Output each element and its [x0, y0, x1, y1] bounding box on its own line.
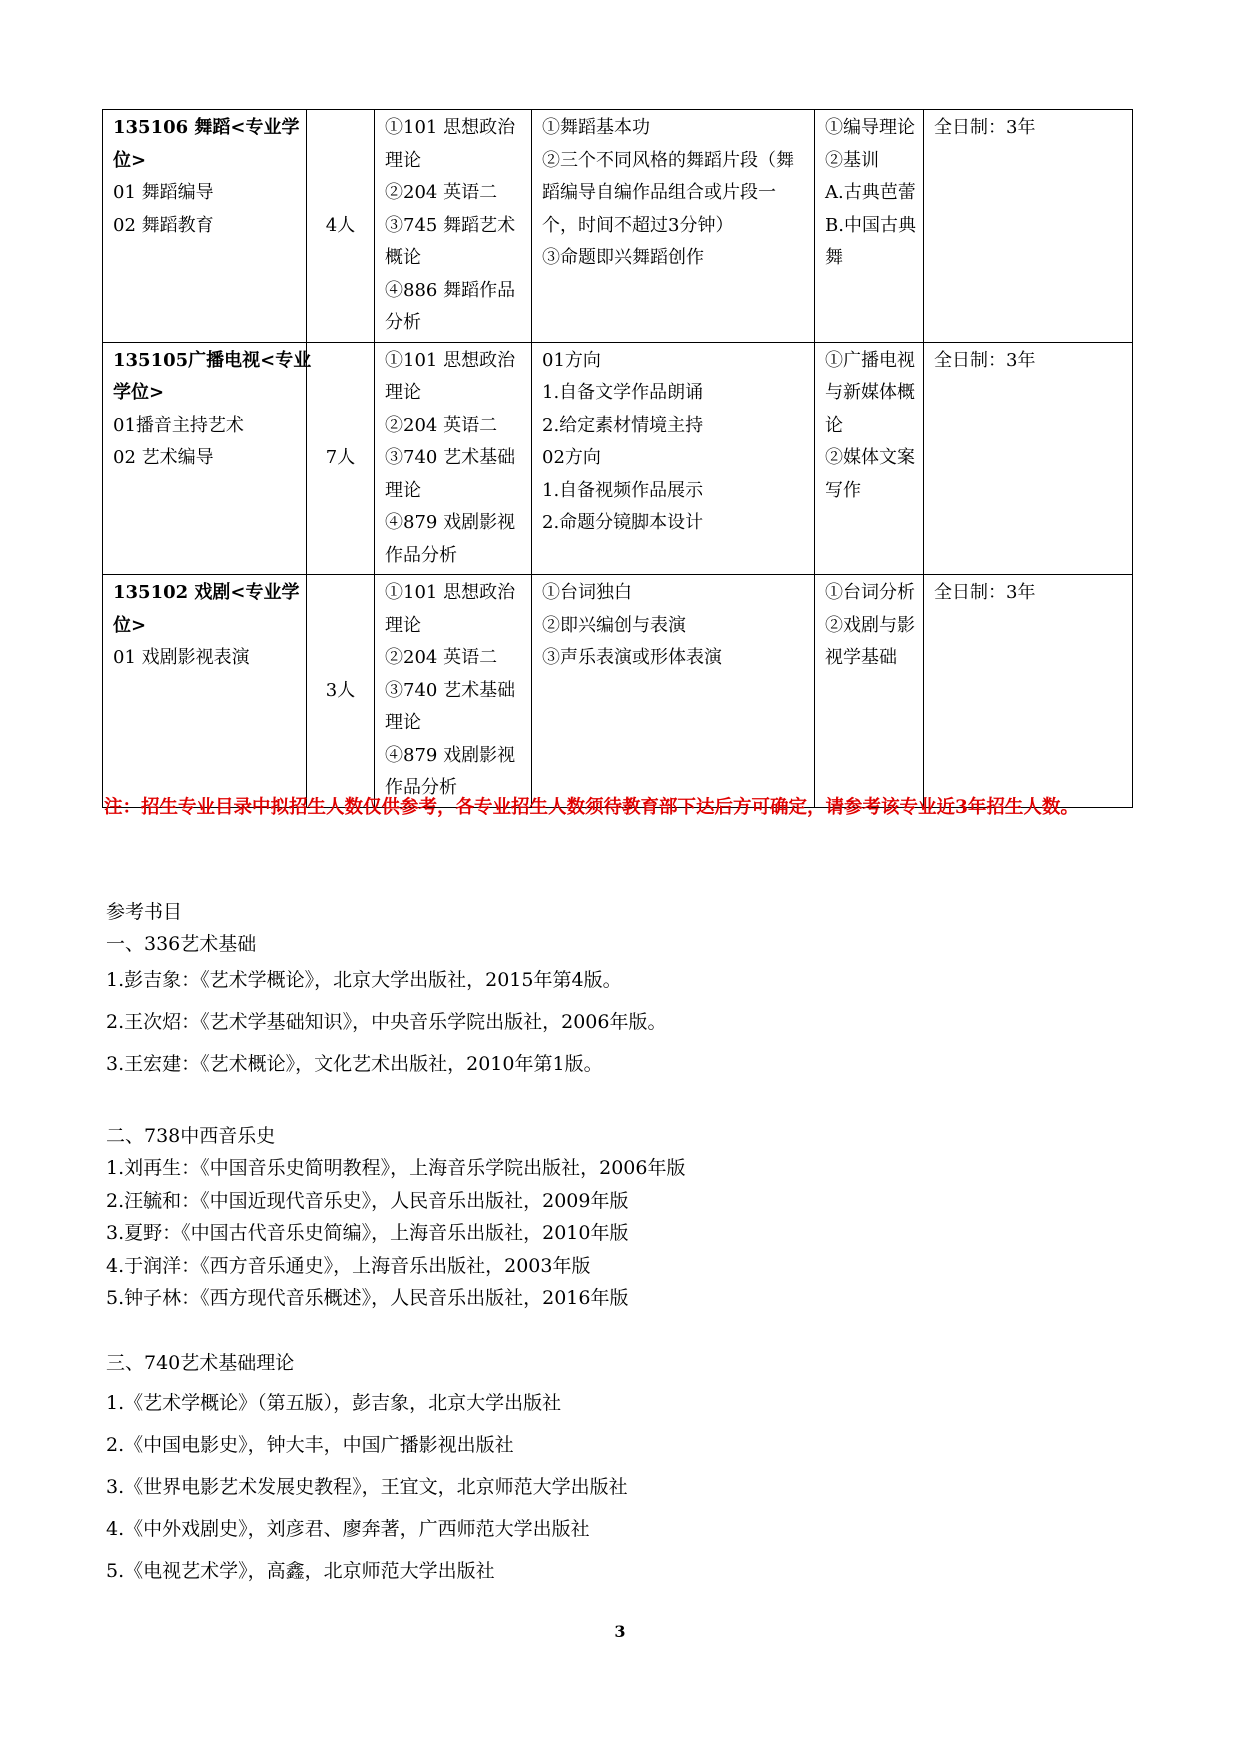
- enrollment-note: 注：招生专业目录中拟招生人数仅供参考，各专业招生人数须待教育部下达后方可确定，请参考该专业近3年招生人数。: [104, 797, 1079, 818]
- exam-subject: 理论: [385, 614, 421, 636]
- enrollment-count: 4人: [307, 110, 375, 343]
- exam-subject: 理论: [385, 712, 421, 733]
- reference-item: 5.钟子林：《西方现代音乐概述》，人民音乐出版社，2016年版: [106, 1287, 629, 1309]
- retest-cell: [532, 575, 815, 808]
- retest-item: 1.自备视频作品展示: [542, 479, 704, 501]
- exam-subject: ④886 舞蹈作品: [385, 279, 516, 301]
- reference-item: 3.《世界电影艺术发展史教程》，王宜文，北京师范大学出版社: [106, 1476, 628, 1498]
- extra-subject: 与新媒体概: [825, 382, 915, 403]
- major-name: 135102 戏剧<专业学: [113, 582, 300, 603]
- major-cell: [103, 575, 307, 808]
- exam-subject: ③745 舞蹈艺术: [385, 214, 516, 236]
- extra-subject: ①台词分析: [825, 582, 915, 603]
- enrollment-count: 3人: [307, 575, 375, 808]
- duration-cell: 全日制：3年: [924, 110, 1133, 343]
- retest-item: 02方向: [542, 447, 601, 468]
- reference-item: 4.于润洋：《西方音乐通史》，上海音乐出版社，2003年版: [106, 1255, 591, 1277]
- reference-item: 2.汪毓和：《中国近现代音乐史》，人民音乐出版社，2009年版: [106, 1190, 629, 1212]
- exam-subjects-cell: [375, 110, 532, 343]
- direction: 01 戏剧影视表演: [113, 647, 250, 668]
- retest-item: 2.命题分镜脚本设计: [542, 512, 704, 533]
- extra-subject: ②戏剧与影: [825, 614, 915, 636]
- reference-item: 1.彭吉象：《艺术学概论》，北京大学出版社，2015年第4版。: [106, 969, 622, 991]
- section-title: 一、336艺术基础: [106, 933, 257, 955]
- extra-subject: 写作: [825, 479, 861, 501]
- exam-subject: 概论: [385, 247, 421, 268]
- extra-subject: ②媒体文案: [825, 447, 915, 468]
- exam-subject: ④879 戏剧影视: [385, 744, 516, 766]
- direction: 02 艺术编导: [113, 447, 214, 468]
- retest-item: ②即兴编创与表演: [542, 614, 686, 636]
- exam-subject: 分析: [385, 312, 421, 333]
- extra-subject: ①编导理论: [825, 117, 915, 138]
- page-number: 3: [614, 1622, 626, 1641]
- reference-item: 5.《电视艺术学》，高鑫，北京师范大学出版社: [106, 1560, 495, 1582]
- extra-subjects-cell: [815, 342, 924, 575]
- major-cell: [103, 110, 307, 343]
- exam-subject: ③740 艺术基础: [385, 679, 516, 701]
- reference-item: 2.王次炤：《艺术学基础知识》，中央音乐学院出版社，2006年版。: [106, 1011, 667, 1033]
- section-title: 三、740艺术基础理论: [106, 1352, 295, 1374]
- exam-subject: ①101 思想政治: [385, 117, 516, 138]
- retest-cell: [532, 110, 815, 343]
- exam-subjects-cell: [375, 342, 532, 575]
- reference-item: 1.《艺术学概论》（第五版），彭吉象，北京大学出版社: [106, 1392, 562, 1414]
- retest-item: 2.给定素材情境主持: [542, 414, 704, 436]
- reference-item: 3.夏野：《中国古代音乐史简编》，上海音乐出版社，2010年版: [106, 1222, 629, 1244]
- exam-subject: ②204 英语二: [385, 414, 498, 436]
- retest-item: 1.自备文学作品朗诵: [542, 382, 704, 403]
- duration-cell: 全日制：3年: [924, 575, 1133, 808]
- exam-subject: 作品分析: [385, 544, 457, 566]
- retest-item: ③命题即兴舞蹈创作: [542, 247, 704, 268]
- major-name: 学位>: [113, 382, 165, 403]
- extra-subject: 舞: [825, 247, 843, 268]
- extra-subjects-cell: [815, 110, 924, 343]
- reference-item: 4.《中外戏剧史》，刘彦君、廖奔著，广西师范大学出版社: [106, 1518, 590, 1540]
- exam-subject: 作品分析: [385, 777, 457, 798]
- major-cell: [103, 342, 312, 575]
- extra-subject: ①广播电视: [825, 349, 915, 371]
- major-name: 位>: [113, 614, 147, 636]
- exam-subject: 理论: [385, 382, 421, 403]
- exam-subject: 理论: [385, 479, 421, 501]
- retest-item: ①舞蹈基本功: [542, 117, 650, 138]
- table-row: [103, 575, 1133, 808]
- reference-item: 2.《中国电影史》，钟大丰，中国广播影视出版社: [106, 1434, 514, 1456]
- references-heading: 参考书目: [106, 901, 183, 923]
- exam-subjects-cell: [375, 575, 532, 808]
- major-name: 135106 舞蹈<专业学: [113, 117, 300, 138]
- table-row: [103, 110, 1133, 343]
- major-name: 135105广播电视<专业: [113, 349, 312, 371]
- exam-subject: ④879 戏剧影视: [385, 512, 516, 533]
- extra-subject: A.古典芭蕾: [825, 182, 916, 203]
- direction: 01播音主持艺术: [113, 414, 244, 436]
- exam-subject: 理论: [385, 149, 421, 171]
- reference-item: 1.刘再生：《中国音乐史简明教程》，上海音乐学院出版社，2006年版: [106, 1157, 686, 1179]
- exam-subject: ③740 艺术基础: [385, 447, 516, 468]
- extra-subject: 论: [825, 414, 843, 436]
- admissions-catalog-table: [102, 109, 1133, 808]
- duration-cell: 全日制：3年: [924, 342, 1133, 575]
- direction: 02 舞蹈教育: [113, 214, 214, 236]
- retest-item: 01方向: [542, 349, 601, 371]
- exam-subject: ②204 英语二: [385, 182, 498, 203]
- major-name: 位>: [113, 149, 147, 171]
- retest-item: ③声乐表演或形体表演: [542, 647, 722, 668]
- retest-item: ①台词独白: [542, 582, 632, 603]
- extra-subject: B.中国古典: [825, 214, 916, 236]
- retest-item: 蹈编导自编作品组合或片段一: [542, 182, 776, 203]
- reference-item: 3.王宏建：《艺术概论》，文化艺术出版社，2010年第1版。: [106, 1053, 603, 1075]
- extra-subject: ②基训: [825, 149, 879, 171]
- retest-item: ②三个不同风格的舞蹈片段（舞: [542, 149, 794, 171]
- extra-subjects-cell: [815, 575, 924, 808]
- retest-item: 个，时间不超过3分钟）: [542, 214, 734, 236]
- table-row: [103, 342, 1133, 575]
- direction: 01 舞蹈编导: [113, 182, 214, 203]
- section-title: 二、738中西音乐史: [106, 1125, 276, 1147]
- enrollment-count: 7人: [307, 342, 375, 575]
- exam-subject: ②204 英语二: [385, 647, 498, 668]
- retest-cell: [532, 342, 815, 575]
- extra-subject: 视学基础: [825, 647, 897, 668]
- exam-subject: ①101 思想政治: [385, 349, 516, 371]
- exam-subject: ①101 思想政治: [385, 582, 516, 603]
